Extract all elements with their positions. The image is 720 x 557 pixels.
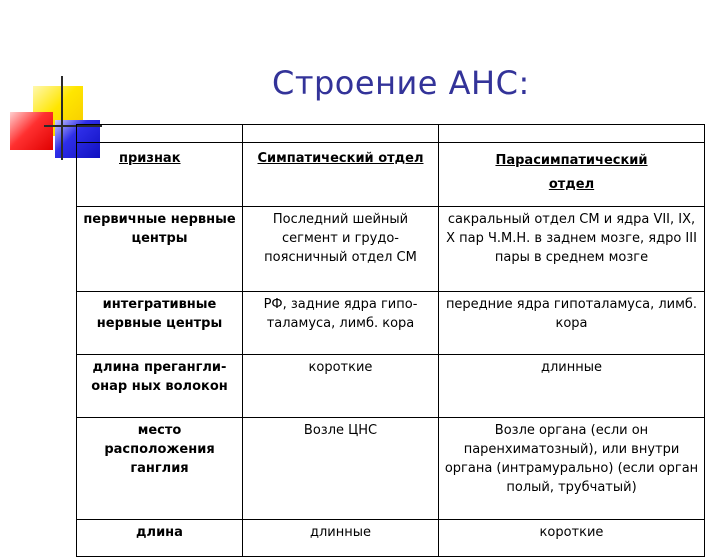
row-parasympathetic: короткие [439,520,705,557]
decor-red-square [10,112,53,150]
row-feature: интегративные нервные центры [77,292,243,355]
row-parasympathetic: Возле органа (если он паренхиматозный), или внутри органа (интрамурально) (если орган полый, трубчатый) [439,418,705,520]
row-sympathetic: РФ, задние ядра гипо-таламуса, лимб. кора [243,292,439,355]
row-feature: место расположения ганглия [77,418,243,520]
row-sympathetic: короткие [243,355,439,418]
row-feature: длина [77,520,243,557]
row-feature: первичные нервные центры [77,207,243,292]
comparison-table [76,124,705,557]
table-header-row [77,143,705,207]
decor-vertical-line [61,76,63,160]
row-parasympathetic: длинные [439,355,705,418]
row-sympathetic: Последний шейный сегмент и грудо-поясничный отдел СМ [243,207,439,292]
table-row [77,292,705,355]
row-feature: длина прегангли-онар ных волокон [77,355,243,418]
row-parasympathetic: сакральный отдел СМ и ядра VII, IX, X пар Ч.М.Н. в заднем мозге, ядро III пары в среднем мозге [439,207,705,292]
table-spacer-row [77,125,705,143]
row-parasympathetic: передние ядра гипоталамуса, лимб. кора [439,292,705,355]
table-row [77,418,705,520]
header-sympathetic: Симпатический отдел [243,143,439,207]
slide-title: Строение АНС: [272,64,530,102]
header-parasympathetic: Парасимпатический отдел [439,143,705,207]
header-feature: признак [77,143,243,207]
table-row [77,355,705,418]
table-row [77,207,705,292]
table-row [77,520,705,557]
row-sympathetic: длинные [243,520,439,557]
row-sympathetic: Возле ЦНС [243,418,439,520]
